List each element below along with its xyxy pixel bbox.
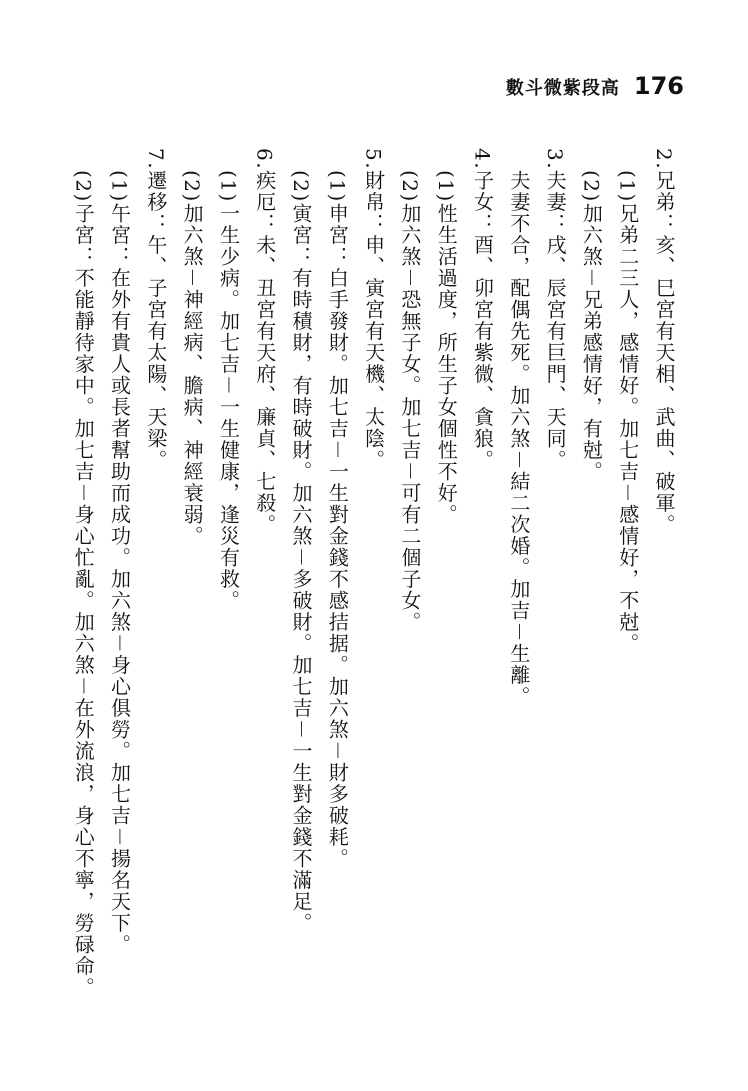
text-column: (2)寅宮：有時積財，有時破財。加六煞－多破財。加七吉－一生對金錢不滿足。	[289, 170, 314, 934]
text-column: (1)申宮：白手發財。加七吉－一生對金錢不感拮据。加六煞－財多破耗。	[325, 170, 350, 870]
running-header-title: 數斗微紫段高	[505, 78, 620, 99]
text-column: (2)加六煞－神經病、膽病、神經衰弱。	[180, 170, 205, 547]
text-column: (1)兄弟二三人，感情好。加七吉－感情好，不尅。	[615, 170, 640, 655]
text-column: 夫妻不合，配偶先死。加六煞－結二次婚。加吉－生離。	[506, 170, 531, 708]
text-column: (1)性生活過度，所生子女個性不好。	[434, 170, 459, 526]
text-column: 6.疾厄：未、丑宮有天府、廉貞、七殺。	[252, 148, 277, 536]
text-column: 3.夫妻：戌、辰宮有巨門、天同。	[543, 148, 568, 472]
text-column: 4.子女：酉、卯宮有紫微、貪狼。	[470, 148, 495, 472]
text-column: 7.遷移：午、子宮有太陽、天梁。	[143, 148, 168, 472]
text-column: (1)一生少病。加七吉－一生健康，逢災有救。	[216, 170, 241, 612]
running-header	[506, 72, 684, 100]
text-column: (2)加六煞－恐無子女。加七吉－可有二個子女。	[397, 170, 422, 633]
text-column: (1)午宮：在外有貴人或長者幫助而成功。加六煞－身心俱勞。加七吉－揚名天下。	[107, 170, 132, 956]
text-column: (2)子宮：不能靜待家中。加七吉－身心忙亂。加六煞－在外流浪，身心不寧，勞碌命。	[71, 170, 96, 999]
text-column: (2)加六煞－兄弟感情好，有尅。	[579, 170, 604, 483]
page-number: 176	[633, 72, 684, 100]
text-column: 5.財帛：申、寅宮有天機、太陰。	[361, 148, 386, 472]
vertical-body-text	[65, 148, 682, 1028]
text-column: 2.兄弟：亥、巳宮有天相、武曲、破軍。	[652, 148, 676, 536]
